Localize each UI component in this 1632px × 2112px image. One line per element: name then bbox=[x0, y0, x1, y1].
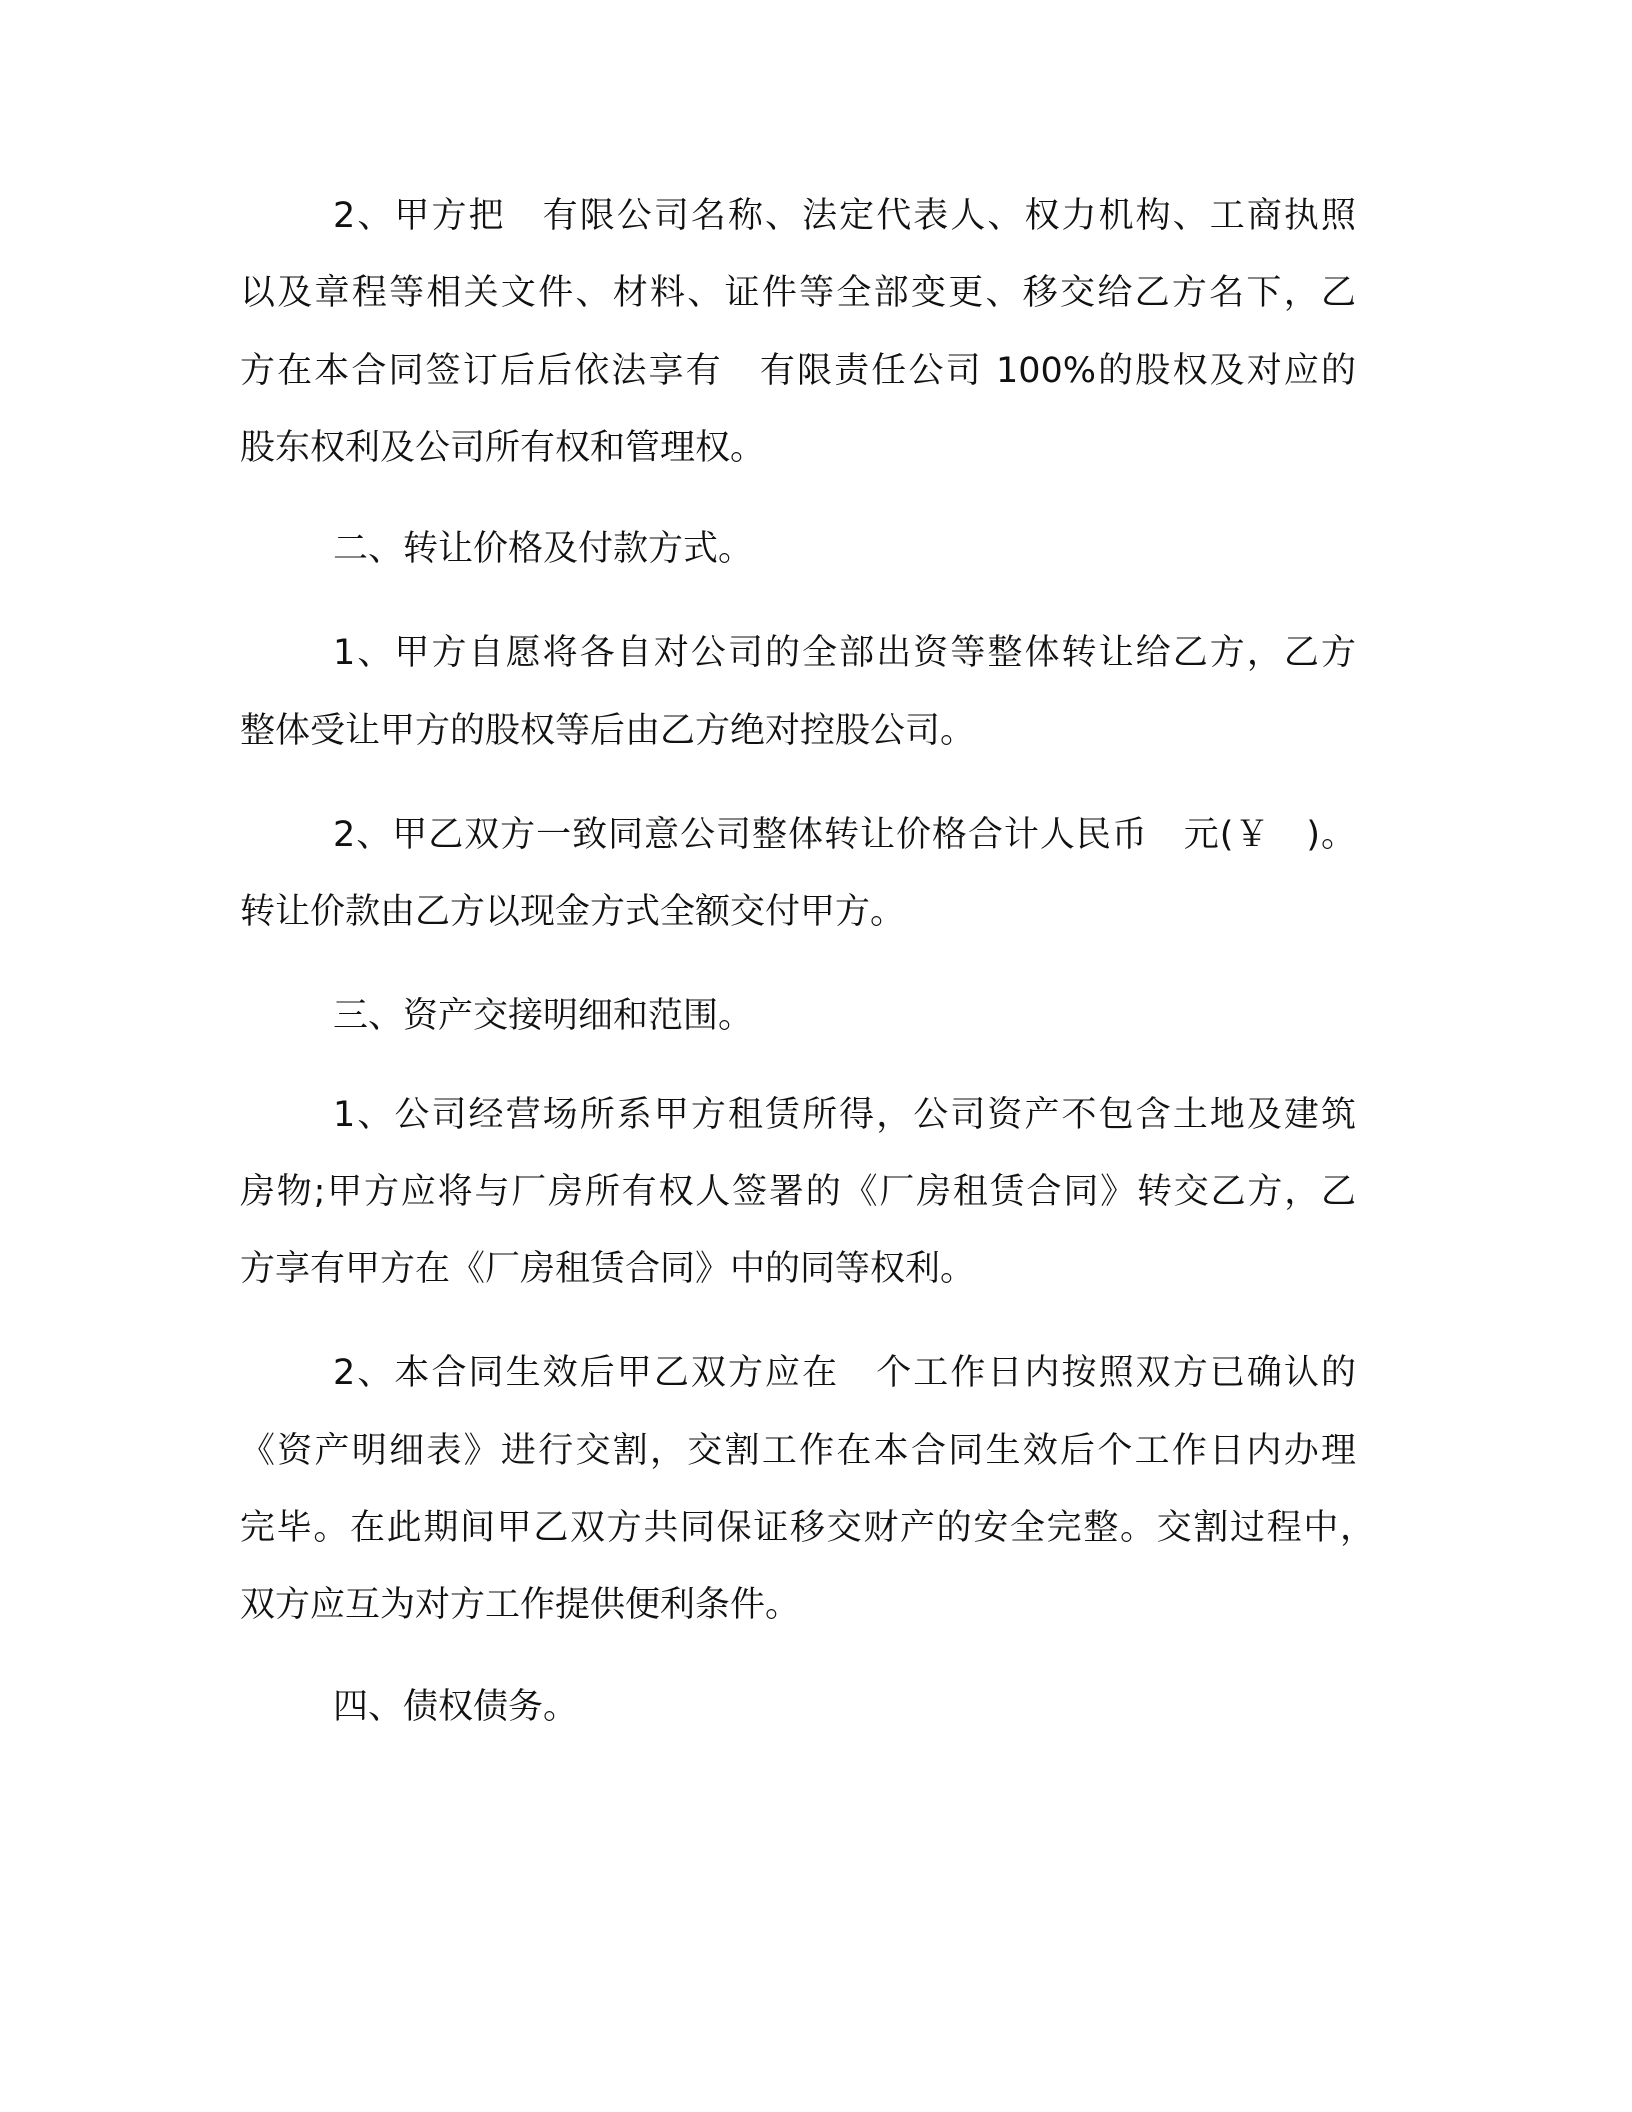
section-heading: 三、资产交接明细和范围。 bbox=[333, 996, 754, 1036]
section-heading: 四、债权债务。 bbox=[333, 1687, 579, 1727]
paragraph-line: 转让价款由乙方以现金方式全额交付甲方。 bbox=[240, 892, 906, 932]
paragraph-line: 房物;甲方应将与厂房所有权人签署的《厂房租赁合同》转交乙方，乙 bbox=[240, 1172, 1356, 1212]
paragraph-line: 股东权利及公司所有权和管理权。 bbox=[240, 428, 766, 468]
section-heading: 二、转让价格及付款方式。 bbox=[333, 529, 754, 569]
paragraph-line: 2、本合同生效后甲乙双方应在 个工作日内按照双方已确认的 bbox=[333, 1353, 1356, 1393]
paragraph-line: 以及章程等相关文件、材料、证件等全部变更、移交给乙方名下，乙 bbox=[240, 273, 1356, 313]
paragraph-line: 2、甲乙双方一致同意公司整体转让价格合计人民币 元(￥ )。 bbox=[333, 815, 1356, 855]
paragraph-line: 2、甲方把 有限公司名称、法定代表人、权力机构、工商执照 bbox=[333, 196, 1356, 236]
paragraph-line: 整体受让甲方的股权等后由乙方绝对控股公司。 bbox=[240, 711, 976, 751]
paragraph-line: 方在本合同签订后后依法享有 有限责任公司 100%的股权及对应的 bbox=[240, 351, 1356, 391]
paragraph-line: 方享有甲方在《厂房租赁合同》中的同等权利。 bbox=[240, 1249, 976, 1289]
paragraph-line: 1、公司经营场所系甲方租赁所得，公司资产不包含土地及建筑 bbox=[333, 1095, 1356, 1135]
paragraph-line: 1、甲方自愿将各自对公司的全部出资等整体转让给乙方，乙方 bbox=[333, 633, 1356, 673]
paragraph-line: 双方应互为对方工作提供便利条件。 bbox=[240, 1585, 801, 1625]
paragraph-line: 完毕。在此期间甲乙双方共同保证移交财产的安全完整。交割过程中， bbox=[240, 1508, 1375, 1548]
paragraph-line: 《资产明细表》进行交割，交割工作在本合同生效后个工作日内办理 bbox=[240, 1431, 1356, 1471]
